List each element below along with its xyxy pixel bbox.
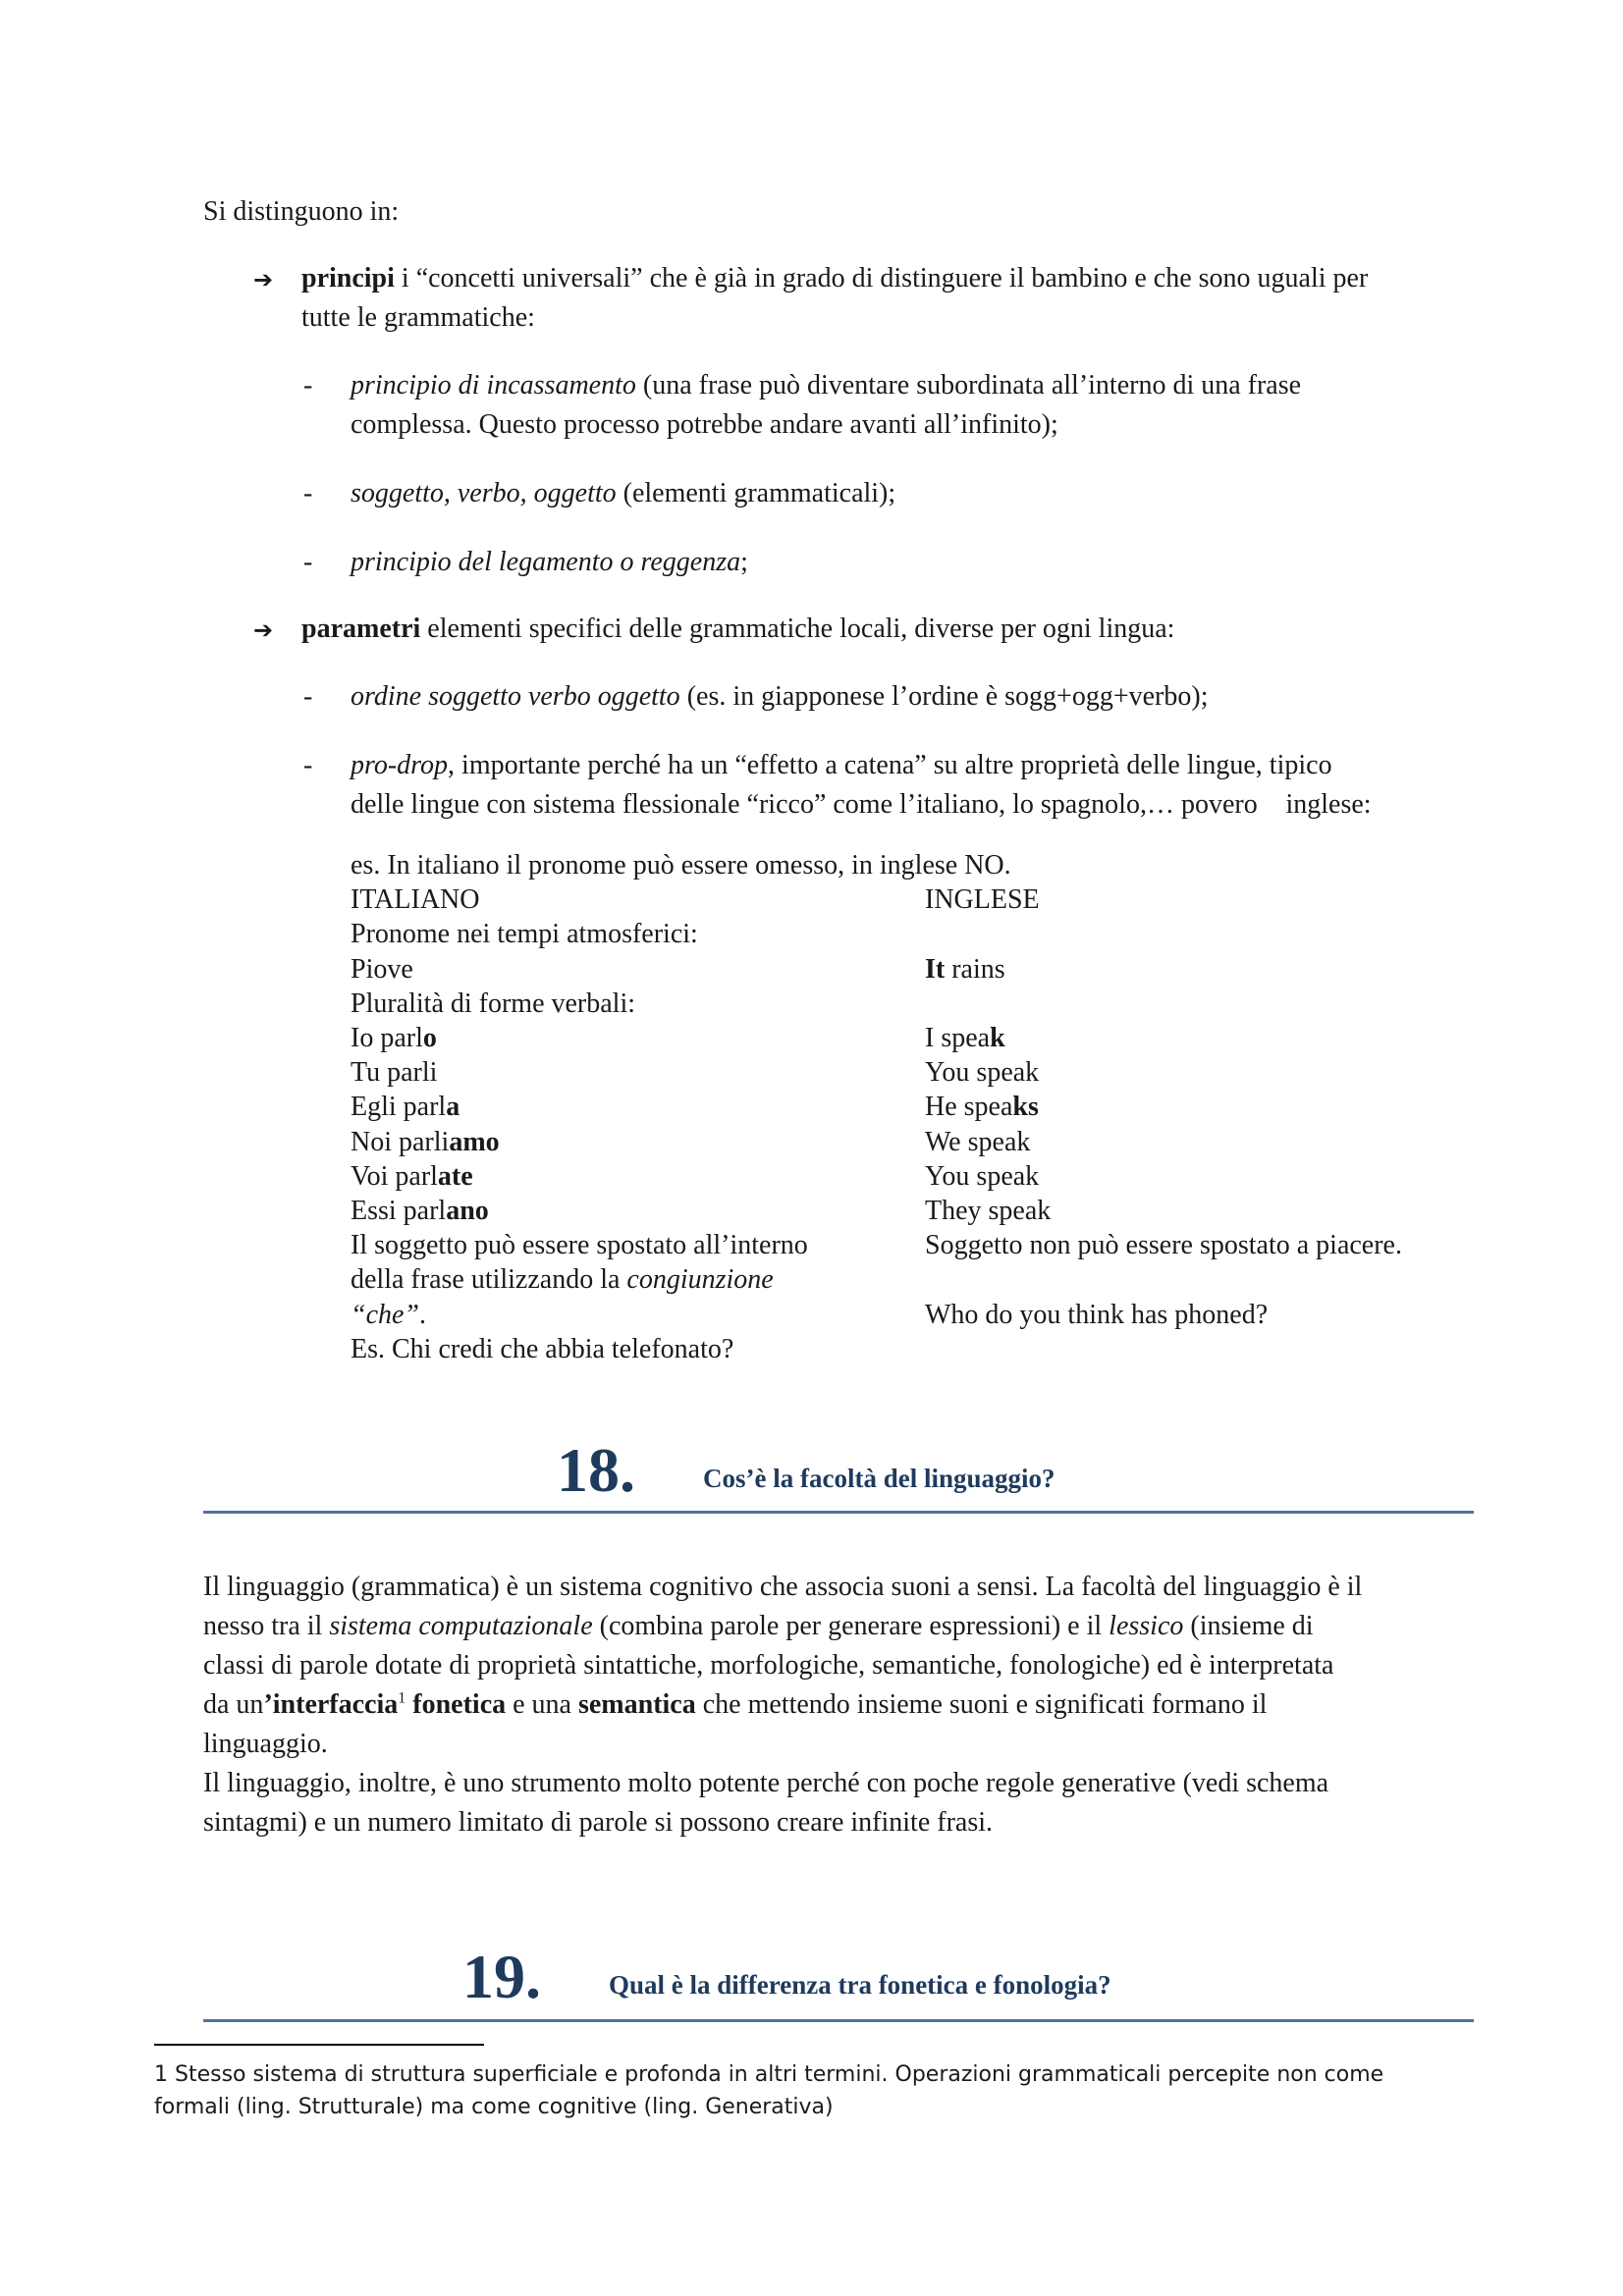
verb-en-row [925,1159,1402,1194]
verb-stem: I spea [925,1023,991,1053]
text-span: da un [203,1689,264,1720]
example-intro: es. In italiano il pronome può essere omesso, in inglese NO. [351,850,1011,881]
italiano-header: ITALIANO [351,884,480,916]
pro-drop-line-1 [351,746,1332,785]
verb-it-row [351,1021,1011,1055]
principi-line-2: tutte le grammatiche: [301,302,535,333]
p1-line-2 [203,1607,1362,1646]
item-term: principio del legamento o reggenza [351,547,741,577]
interfaccia-term: ’interfaccia [263,1689,399,1720]
example-left-column [351,848,1011,1366]
verb-ending: k [990,1023,1005,1053]
principio-incassamento-line-2: complessa. Questo processo potrebbe andare avanti all’infinito); [351,409,1058,440]
sistema-computazionale-term: sistema computazionale [329,1611,593,1641]
footnote-separator [154,2044,484,2046]
verb-stem: Tu parl [351,1057,430,1089]
item-desc: ; [740,547,748,577]
text-span: che mettendo insieme suoni e significati formano il [695,1689,1268,1720]
verb-ending: ano [446,1196,489,1227]
verb-it-row [351,1125,1011,1159]
lessico-term: lessico [1109,1611,1184,1641]
spacer [925,987,1402,1021]
section-18-divider [203,1511,1474,1514]
section-19-divider [203,2019,1474,2022]
soggetto-en-line-1: Soggetto non può essere spostato a piacere. [925,1230,1402,1261]
p1-line-5: linguaggio. [203,1729,328,1759]
verb-stem: You speak [925,1057,1040,1089]
verb-it-row [351,1055,1011,1090]
item-term: principio di incassamento [351,370,636,400]
piove-text: Piove [351,953,413,985]
it-term: It [925,953,946,985]
dash-marker: - [303,750,313,780]
text-span: e una [506,1689,578,1720]
verb-ending: amo [449,1126,500,1157]
verb-it-row [351,1194,1011,1228]
section-19-title: Qual è la differenza tra fonetica e fonologia? [609,1970,1111,2000]
semantica-term: semantica [577,1689,696,1720]
item-term: pro-drop [351,750,449,780]
verb-en-row [925,1021,1402,1055]
p2-line-2: sintagmi) e un numero limitato di parole si possono creare infinite frasi. [203,1807,994,1838]
verb-it-row [351,1090,1011,1124]
soggetto-it-line-4: Es. Chi credi che abbia telefonato? [351,1333,734,1364]
section-18-body [203,1568,1362,1842]
congiunzione-term: congiunzione [626,1264,774,1296]
verb-stem: We speak [925,1126,1031,1157]
dash-marker: - [303,370,313,400]
text-span: nesso tra il [203,1611,330,1641]
principi-desc: i “concetti universali” che è già in grado di distinguere il bambino e che sono uguali per [394,263,1369,294]
pronome-label: Pronome nei tempi atmosferici: [351,919,698,950]
verb-stem: He spea [925,1092,1013,1123]
spacer [925,1262,1402,1297]
verb-it-row [351,1159,1011,1194]
principi-line-1 [301,259,1368,298]
verb-ending: i [429,1057,438,1089]
verb-stem: They speak [925,1196,1052,1227]
item-desc: (una frase può diventare subordinata all’interno di una frase [635,370,1302,400]
p1-line-4 [203,1685,1362,1725]
footnote-line-1: 1 Stesso sistema di struttura superficiale e profonda in altri termini. Operazioni grammaticali percepite non come [154,2062,1384,2087]
che-term: “che” [351,1299,419,1330]
text-span: della frase utilizzando la [351,1264,627,1296]
footnote [154,2058,1383,2123]
arrow-right-icon: ➔ [253,616,274,644]
pluralita-label: Pluralità di forme verbali: [351,988,636,1019]
text-span: . [419,1299,426,1330]
example-right-column [925,882,1402,1332]
verb-ending: ks [1012,1092,1039,1123]
soggetto-it-line-1: Il soggetto può essere spostato all’interno [351,1230,808,1261]
inglese-header: INGLESE [925,884,1040,916]
verb-ending: ate [437,1160,473,1192]
footnote-ref[interactable]: 1 [398,1689,406,1707]
p2-line-1: Il linguaggio, inoltre, è uno strumento molto potente perché con poche regole generative (vedi schema [203,1768,1329,1798]
item-term: ordine soggetto verbo oggetto [351,681,680,712]
parametri-term: parametri [301,614,421,644]
item-desc: , importante perché ha un “effetto a catena” su altre proprietà delle lingue, tipico [448,750,1332,780]
text-span: rains [945,953,1005,985]
text-span: (insieme di [1183,1611,1314,1641]
dash-marker: - [303,478,313,508]
dash-marker: - [303,547,313,577]
ordine-item [351,677,1208,717]
principi-term: principi [301,263,395,294]
fonetica-term: fonetica [406,1689,507,1720]
parametri-line-1 [301,610,1174,649]
verb-stem: Voi parl [351,1160,438,1192]
verb-stem: You speak [925,1160,1040,1192]
arrow-right-icon: ➔ [253,266,274,294]
pro-drop-line-2: delle lingue con sistema flessionale “ricco” come l’italiano, lo spagnolo,… povero inglese: [351,789,1350,820]
soggetto-en-line-2: Who do you think has phoned? [925,1299,1269,1330]
verb-ending: o [422,1023,437,1054]
footnote-line-2: formali (ling. Strutturale) ma come cognitive (ling. Generativa) [154,2095,834,2119]
intro-text: Si distinguono in: [203,196,400,227]
verb-en-row [925,1125,1402,1159]
principio-legamento-item [351,543,748,582]
section-18-number: 18. [557,1435,635,1505]
p1-line-3: classi di parole dotate di proprietà sintattiche, morfologiche, semantiche, fonologiche) ed è interpretata [203,1650,1334,1681]
soggetto-it-line-2 [351,1262,1011,1297]
verb-en-row [925,1055,1402,1090]
p1-line-1: Il linguaggio (grammatica) è un sistema cognitivo che associa suoni a sensi. La facoltà del linguaggio è il [203,1572,1363,1602]
it-rains-text [925,952,1402,987]
section-19-number: 19. [462,1942,541,2011]
soggetto-it-line-3 [351,1298,1011,1332]
soggetto-verbo-oggetto-item [351,474,895,513]
verb-en-row [925,1194,1402,1228]
verb-en-row [925,1090,1402,1124]
text-span: (combina parole per generare espressioni) e il [592,1611,1109,1641]
verb-stem: Noi parli [351,1126,450,1157]
principio-incassamento-line-1 [351,366,1301,405]
verb-stem: Egli parl [351,1092,447,1123]
verb-ending: a [446,1092,460,1123]
item-term: soggetto, verbo, oggetto [351,478,617,508]
spacer [925,917,1402,951]
verb-stem: Essi parl [351,1196,447,1227]
section-18-title: Cos’è la facoltà del linguaggio? [703,1464,1055,1493]
parametri-desc: elementi specifici delle grammatiche locali, diverse per ogni lingua: [420,614,1175,644]
verb-stem: Io parl [351,1023,423,1054]
dash-marker: - [303,681,313,712]
item-desc: (elementi grammaticali); [616,478,896,508]
item-desc: (es. in giapponese l’ordine è sogg+ogg+verbo); [679,681,1209,712]
